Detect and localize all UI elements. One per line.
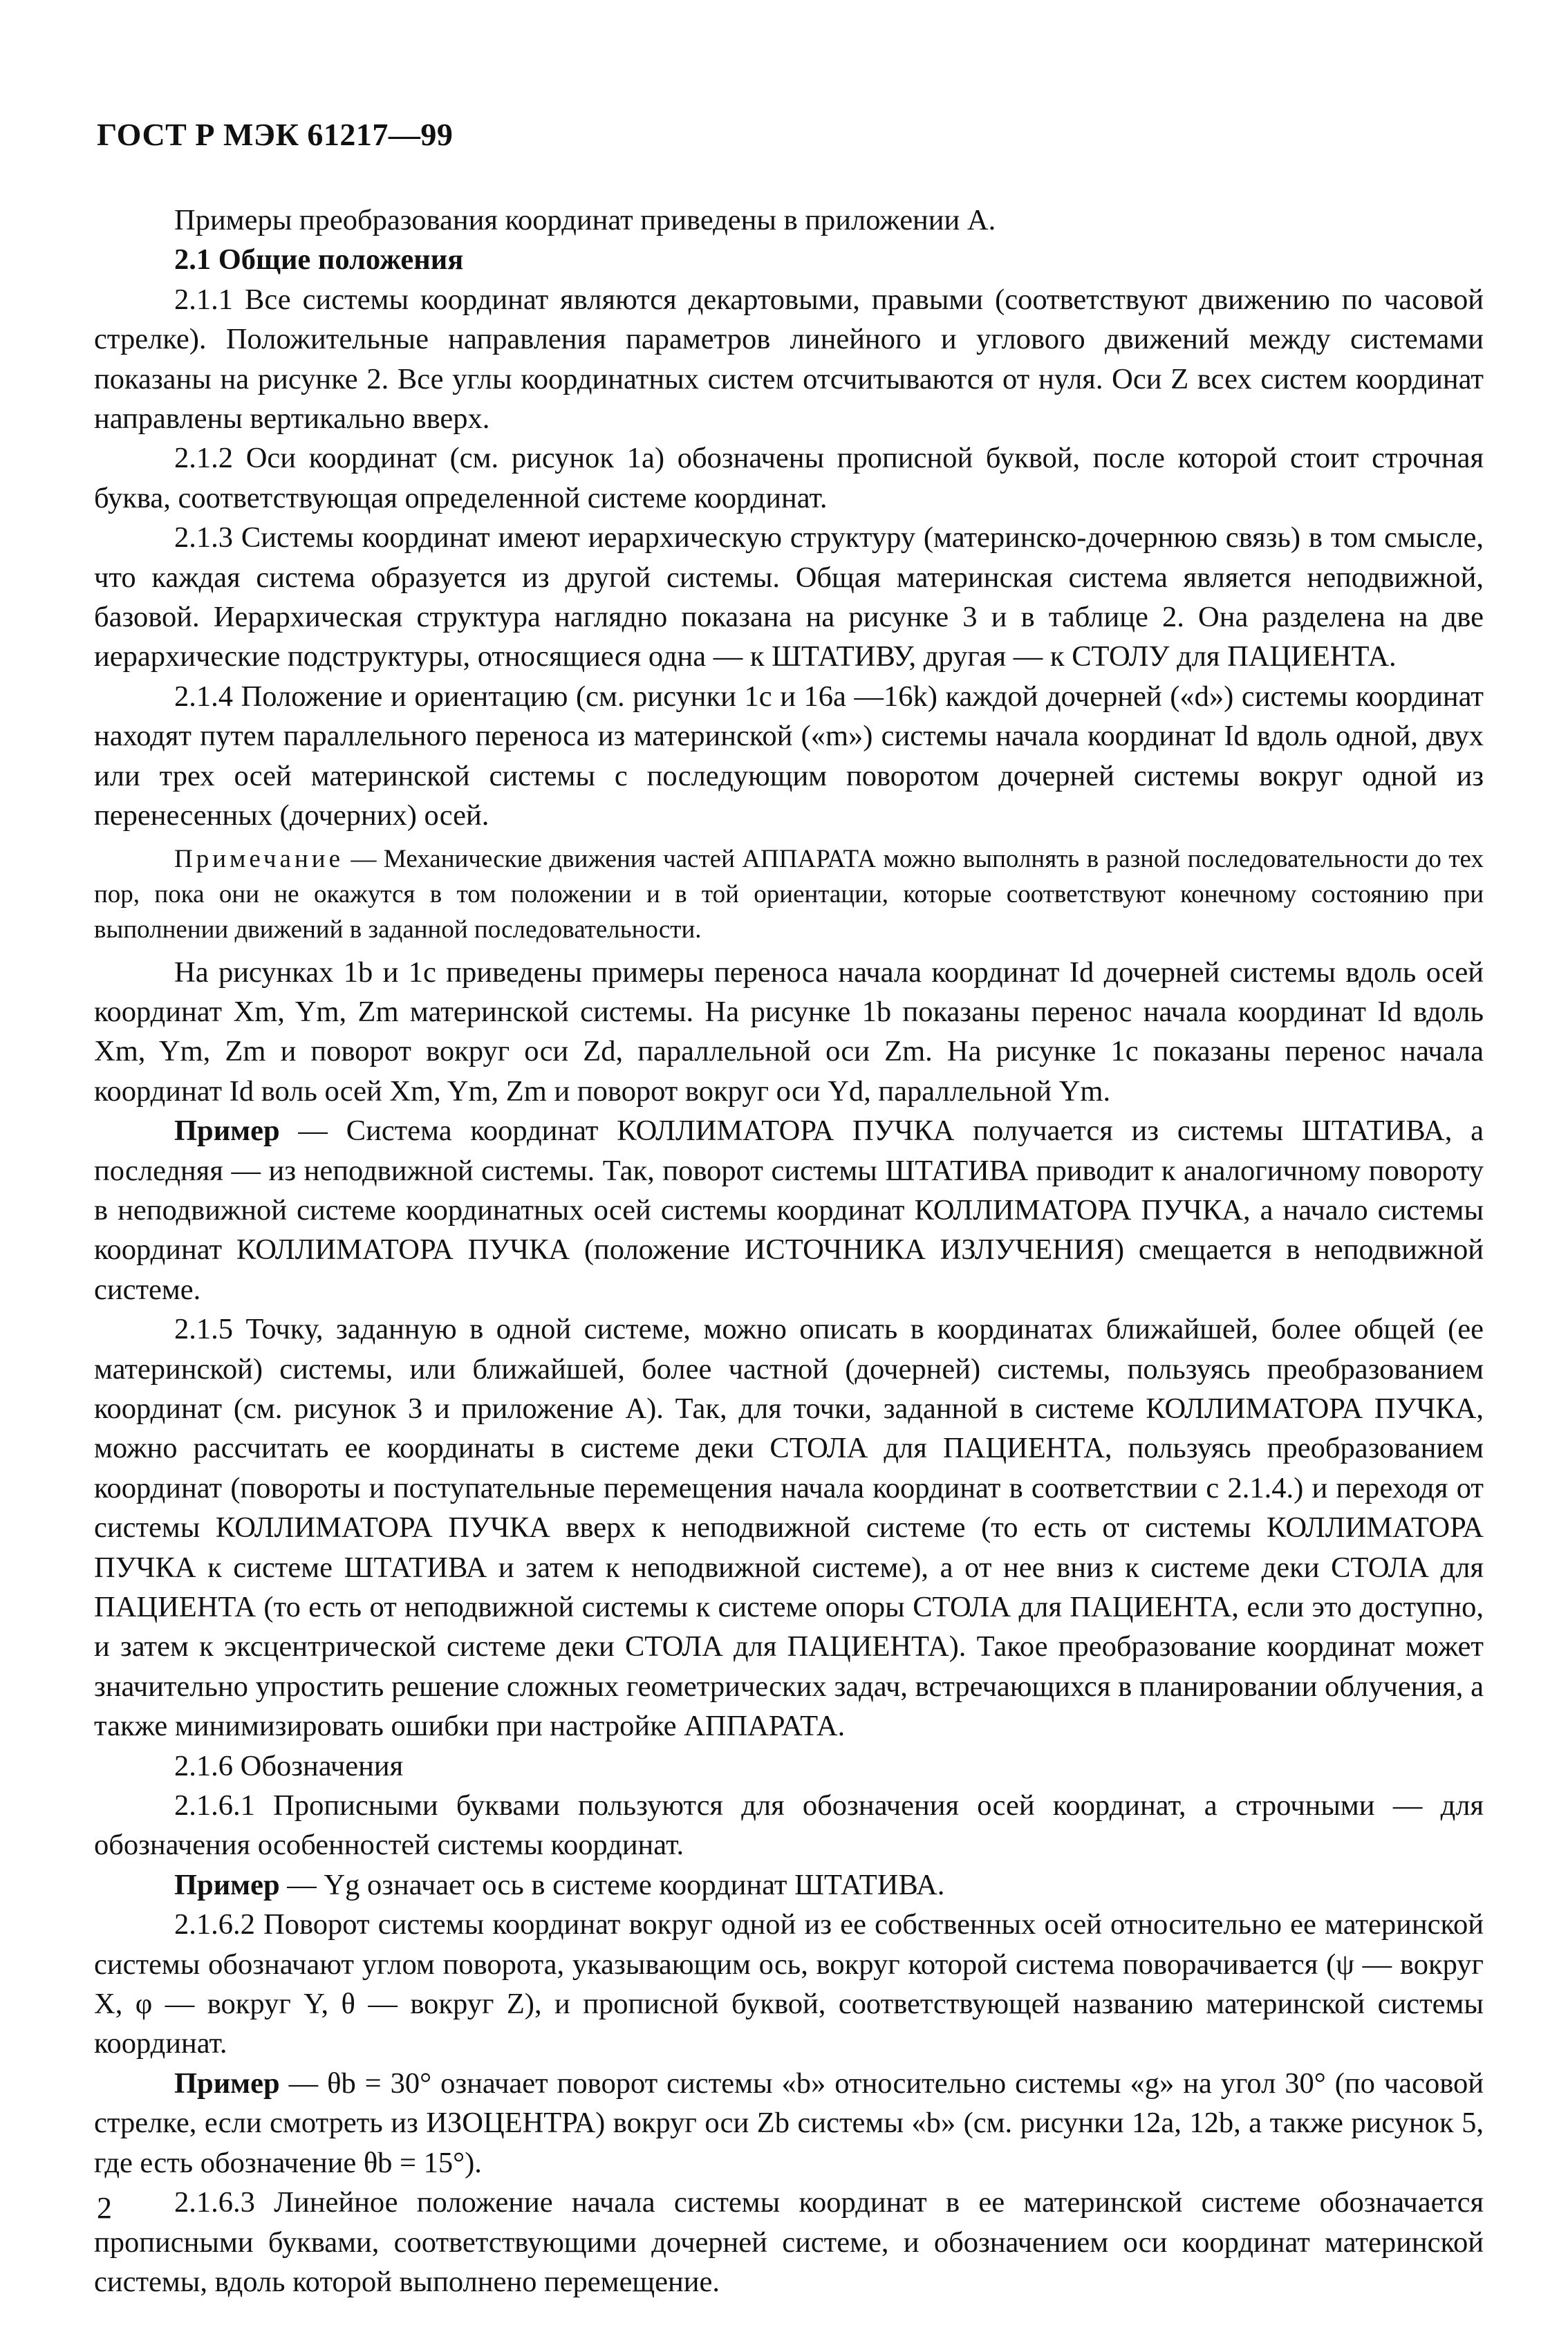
note-text: — Механические движения частей АППАРАТА можно выполнять в разной последовательности до тех пор, пока они не окажутся в том положении и в той ориентации, которые соответствуют конечному состоянию при выполнении движений в заданной последовательности. xyxy=(94,844,1484,944)
paragraph-2-1-6-3: 2.1.6.3 Линейное положение начала системы координат в ее материнской системе обозначается прописными буквами, соответствующими дочерней системе, и обозначением оси координат материнской системы, вдоль которой выполнено перемещение. xyxy=(94,2186,1484,2298)
paragraph-figures-1b-1c: На рисунках 1b и 1с приведены примеры переноса начала координат Id дочерней системы вдоль осей координат Xm, Ym, Zm материнской системы. На рисунке 1b показаны перенос начала координат Id вдоль Xm, Ym, Zm и поворот вокруг оси Zd, параллельной оси Zm. На рисунке 1с показаны перенос начала координат Id воль осей Xm, Ym, Zm и поворот вокруг оси Yd, параллельной Ym. xyxy=(94,955,1484,1108)
page-number: 2 xyxy=(97,2191,112,2225)
example-text: — θb = 30° означает поворот системы «b» относительно системы «g» на угол 30° (по часовой стрелке, если смотреть из ИЗОЦЕНТРА) вокруг оси Zb системы «b» (см. рисунки 12а, 12b, а также рисунок 5, где есть обозначение θb = 15°). xyxy=(94,2067,1484,2179)
example-label: Пример xyxy=(174,2067,280,2100)
example-text: — Система координат КОЛЛИМАТОРА ПУЧКА получается из системы ШТАТИВА, а последняя — из неподвижной системы. Так, поворот системы ШТАТИВА приводит к аналогичному повороту в неподвижной системе координатных осей системы координат КОЛЛИМАТОРА ПУЧКА, а начало системы координат КОЛЛИМАТОРА ПУЧКА (положение ИСТОЧНИКА ИЗЛУЧЕНИЯ) смещается в неподвижной системе. xyxy=(94,1114,1484,1306)
note-label: Примечание xyxy=(174,844,344,873)
paragraph-2-1-6-2: 2.1.6.2 Поворот системы координат вокруг одной из ее собственных осей относительно ее материнской системы обозначают углом поворота, указывающим ось, вокруг которой система поворачивается (ψ — вокруг X, φ — вокруг Y, θ — вокруг Z), и прописной буквой, соответствующей названию материнской системы координат. xyxy=(94,1908,1484,2060)
example-paragraph-3 xyxy=(94,2064,1484,2183)
example-paragraph-2 xyxy=(94,1865,1484,1905)
body-text xyxy=(94,200,1484,2302)
note-paragraph xyxy=(94,841,1484,947)
example-paragraph-1 xyxy=(94,1111,1484,1309)
paragraph-2-1-5: 2.1.5 Точку, заданную в одной системе, можно описать в координатах ближайшей, более общей (ее материнской) системы, или ближайшей, более частной (дочерней) системы, пользуясь преобразованием координат (см. рисунок 3 и приложение А). Так, для точки, заданной в системе КОЛЛИМАТОРА ПУЧКА, можно рассчитать ее координаты в системе деки СТОЛА для ПАЦИЕНТА, пользуясь преобразованием координат (повороты и поступательные перемещения начала координат в соответствии с 2.1.4.) и переходя от системы КОЛЛИМАТОРА ПУЧКА вверх к неподвижной системе (то есть от системы КОЛЛИМАТОРА ПУЧКА к системе ШТАТИВА и затем к неподвижной системе), а от нее вниз к системе деки СТОЛА для ПАЦИЕНТА (то есть от неподвижной системы к системе опоры СТОЛА для ПАЦИЕНТА, если это доступно, и затем к эксцентрической системе деки СТОЛА для ПАЦИЕНТА). Такое преобразование координат может значительно упростить решение сложных геометрических задач, встречающихся в планировании облучения, а также минимизировать ошибки при настройке АППАРАТА. xyxy=(94,1313,1484,1743)
example-text: — Yg означает ось в системе координат ШТАТИВА. xyxy=(279,1868,945,1901)
paragraph-2-1-3: 2.1.3 Системы координат имеют иерархическую структуру (материнско-дочернюю связь) в том смысле, что каждая система образуется из другой системы. Общая материнская система является неподвижной, базовой. Иерархическая структура наглядно показана на рисунке 3 и в таблице 2. Она разделена на две иерархические подструктуры, относящиеся одна — к ШТАТИВУ, другая — к СТОЛУ для ПАЦИЕНТА. xyxy=(94,521,1484,673)
paragraph-intro: Примеры преобразования координат приведены в приложении А. xyxy=(174,204,996,236)
example-label: Пример xyxy=(174,1868,280,1901)
paragraph-2-1-6: 2.1.6 Обозначения xyxy=(174,1749,404,1782)
paragraph-2-1-1: 2.1.1 Все системы координат являются декартовыми, правыми (соответствуют движению по часовой стрелке). Положительные направления параметров линейного и углового движений между системами показаны на рисунке 2. Все углы координатных систем отсчитываются от нуля. Оси Z всех систем координат направлены вертикально вверх. xyxy=(94,283,1484,436)
document-code-header: ГОСТ Р МЭК 61217—99 xyxy=(97,117,454,152)
section-heading-2-1: 2.1 Общие положения xyxy=(174,243,464,277)
paragraph-2-1-4: 2.1.4 Положение и ориентацию (см. рисунки 1с и 16а —16k) каждой дочерней («d») системы координат находят путем параллельного переноса из материнской («m») системы начала координат Id вдоль одной, двух или трех осей материнской системы с последующим поворотом дочерней системы вокруг одной из перенесенных (дочерних) осей. xyxy=(94,680,1484,832)
paragraph-2-1-6-1: 2.1.6.1 Прописными буквами пользуются для обозначения осей координат, а строчными — для обозначения особенностей системы координат. xyxy=(94,1789,1484,1862)
paragraph-2-1-2: 2.1.2 Оси координат (см. рисунок 1а) обозначены прописной буквой, после которой стоит строчная буква, соответствующая определенной системе координат. xyxy=(94,442,1484,514)
example-label: Пример xyxy=(174,1114,280,1148)
